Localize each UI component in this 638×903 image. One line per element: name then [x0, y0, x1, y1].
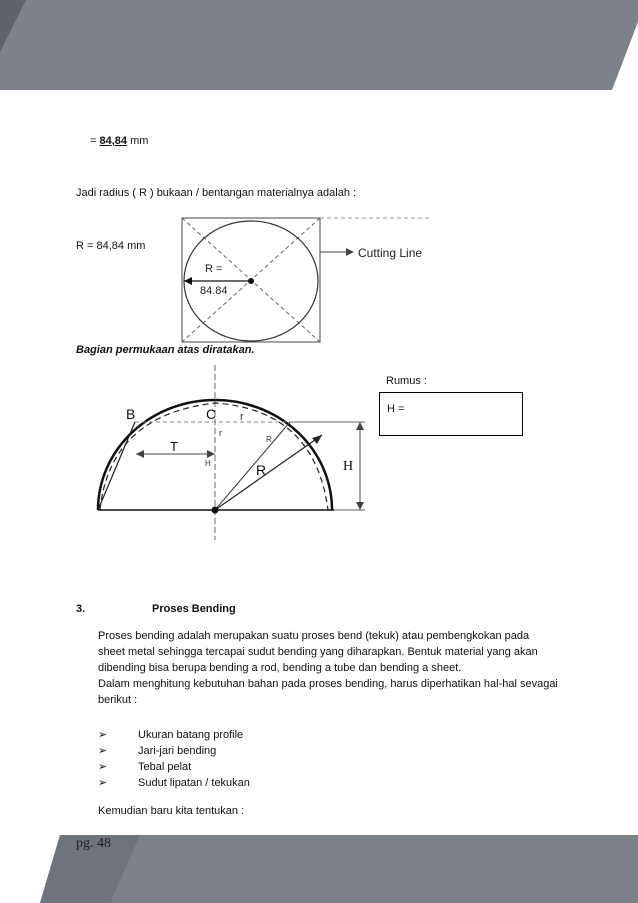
h-arrow-top: [356, 422, 364, 430]
t-arrow-left: [136, 450, 144, 458]
list-item-label: Jari-jari bending: [138, 745, 217, 757]
bullet-arrow-icon: ➢: [98, 745, 108, 757]
header-band: [0, 0, 638, 100]
list-item-label: Sudut lipatan / tekukan: [138, 777, 250, 789]
center-dot: [248, 278, 254, 284]
calc-value: 84,84: [99, 135, 128, 147]
paragraph-line-3: dibending bisa berupa bending a rod, bending a tube dan bending a sheet.: [98, 662, 462, 674]
bullet-arrow-icon: ➢: [98, 777, 108, 789]
cutting-line-label: Cutting Line: [358, 246, 423, 260]
section-number: 3.: [76, 603, 86, 615]
left-chord: [98, 422, 135, 510]
cutting-pointer-head: [346, 248, 354, 256]
paragraph-line-5: berikut :: [98, 694, 138, 706]
bullet-arrow-icon: ➢: [98, 761, 108, 773]
radius-value: R = 84,84 mm: [76, 240, 146, 252]
h-arrow-bottom: [356, 502, 364, 510]
paragraph-line-4: Dalam menghitung kebutuhan bahan pada proses bending, harus diperhatikan hal-hal sevagai: [98, 678, 558, 690]
dome-figure: [90, 360, 380, 545]
radius-sentence: Jadi radius ( R ) bukaan / bentangan materialnya adalah :: [76, 187, 357, 199]
big-r-line: [215, 435, 322, 510]
radius-label-value: 84.84: [200, 285, 228, 297]
cutting-circle-figure: [170, 212, 435, 348]
bullet-arrow-icon: ➢: [98, 729, 108, 741]
label-r-small-top: r: [240, 411, 244, 423]
flat-top-heading: Bagian permukaan atas diratakan.: [76, 344, 255, 356]
calc-result-line: [90, 134, 148, 148]
closing-line: Kemudian baru kita tentukan :: [98, 805, 245, 817]
formula-title: Rumus :: [386, 375, 427, 387]
label-r-big: R: [256, 462, 267, 478]
label-r-tiny: R: [266, 435, 272, 444]
paragraph-line-2: sheet metal sehingga tercapai sudut bending yang diharapkan. Bentuk material yang akan: [98, 646, 538, 658]
calc-equals: =: [90, 135, 97, 147]
list-item-label: Ukuran batang profile: [138, 729, 244, 741]
paragraph-line-1: Proses bending adalah merupakan suatu proses bend (tekuk) atau pembengkokan pada: [98, 630, 530, 642]
list-item-label: Tebal pelat: [138, 761, 192, 773]
formula-text: H =: [387, 403, 405, 415]
calc-unit: mm: [130, 135, 149, 147]
formula-box: [379, 392, 523, 436]
label-c: C: [206, 406, 217, 422]
label-b: B: [126, 406, 136, 422]
page-number: pg. 48: [76, 836, 111, 851]
label-r-small-axis: r: [219, 428, 222, 438]
label-t: T: [170, 439, 178, 454]
t-arrow-right: [207, 450, 215, 458]
big-r-arrow: [312, 435, 322, 444]
radius-label-top: R =: [205, 263, 223, 275]
section-title: Proses Bending: [152, 603, 236, 615]
footer-band: [0, 820, 638, 903]
radius-arrow-head: [184, 277, 192, 285]
dome-center-dot: [212, 507, 219, 514]
label-h-big: H: [343, 459, 354, 474]
label-h-small: H: [205, 459, 211, 468]
